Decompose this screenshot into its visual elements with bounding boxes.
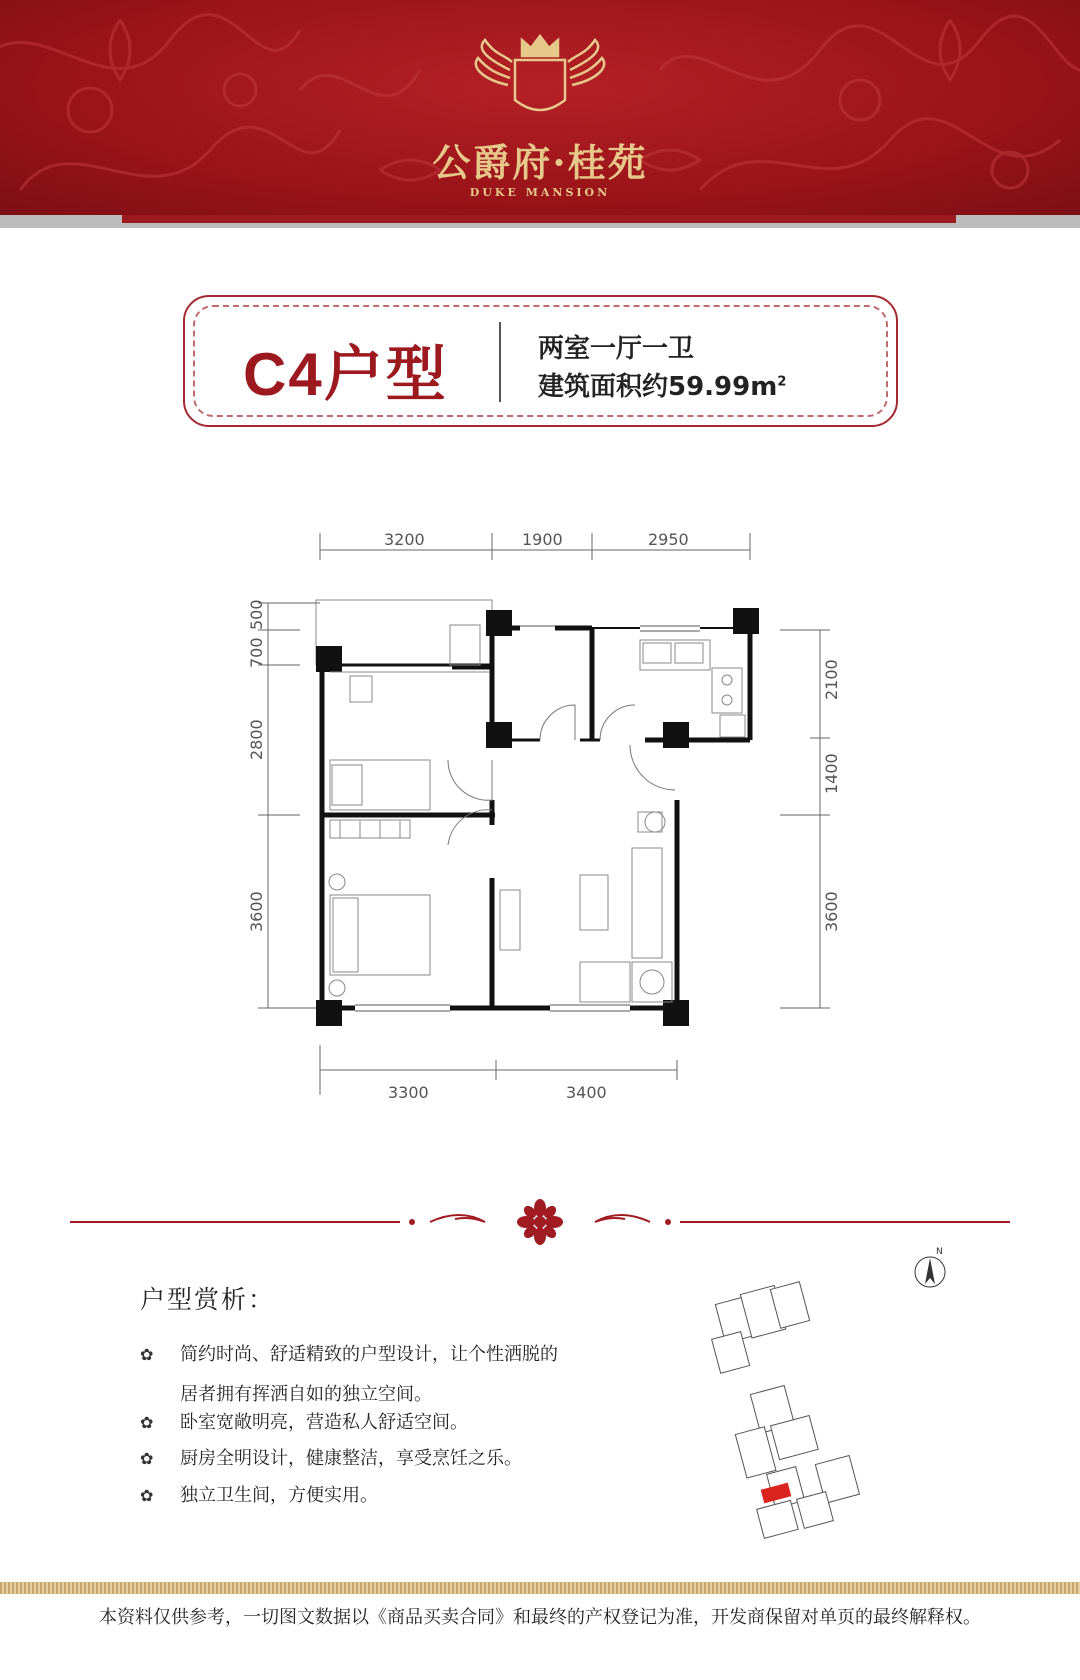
layout-type: 两室一厅一卫 bbox=[538, 334, 695, 364]
dim-left-2: 500 bbox=[247, 599, 266, 630]
north-arrow-icon bbox=[915, 1247, 945, 1287]
footer-band bbox=[0, 1582, 1080, 1594]
dim-right-1: 2100 bbox=[822, 659, 841, 700]
dim-right-2: 1400 bbox=[822, 753, 841, 794]
flower-bullet-icon: ✿ bbox=[140, 1413, 154, 1432]
brand-name-cn: 公爵府·桂苑 bbox=[432, 140, 648, 185]
flower-bullet-icon: ✿ bbox=[140, 1345, 154, 1364]
dim-bottom-1: 3300 bbox=[388, 1083, 429, 1102]
building-blocks bbox=[712, 1282, 860, 1539]
area-text: 建筑面积约59.99m bbox=[538, 372, 778, 402]
windows bbox=[355, 626, 700, 1011]
dim-top-1: 3200 bbox=[384, 530, 425, 549]
feature-text: 卧室宽敞明亮，营造私人舒适空间。 bbox=[180, 1412, 468, 1433]
dim-right-3: 3600 bbox=[822, 891, 841, 932]
feature-item bbox=[140, 1403, 468, 1443]
dim-top-3: 2950 bbox=[648, 530, 689, 549]
feature-text: 独立卫生间，方便实用。 bbox=[180, 1485, 378, 1506]
dim-bottom-2: 3400 bbox=[566, 1083, 607, 1102]
disclaimer: 本资料仅供参考，一切图文数据以《商品买卖合同》和最终的产权登记为准，开发商保留对单页的最终解释权。 bbox=[99, 1607, 981, 1628]
feature-text-cont: 居者拥有挥洒自如的独立空间。 bbox=[180, 1384, 432, 1405]
brand-name-en: DUKE MANSION bbox=[469, 186, 611, 199]
feature-text: 简约时尚、舒适精致的户型设计，让个性洒脱的 bbox=[180, 1344, 558, 1365]
feature-text: 厨房全明设计，健康整洁，享受烹饪之乐。 bbox=[180, 1448, 522, 1469]
doors bbox=[448, 705, 675, 845]
site-map bbox=[700, 1240, 960, 1540]
dim-left-1: 700 bbox=[247, 637, 266, 668]
dim-left-3: 2800 bbox=[247, 719, 266, 760]
dim-left-4: 3600 bbox=[247, 891, 266, 932]
unit-name: C4户型 bbox=[243, 341, 448, 408]
walls bbox=[322, 620, 750, 1012]
feature-item bbox=[140, 1439, 522, 1479]
flower-bullet-icon: ✿ bbox=[140, 1486, 154, 1505]
area-superscript: 2 bbox=[777, 374, 787, 390]
balcony-outline bbox=[316, 600, 492, 665]
analysis-heading: 户型赏析： bbox=[140, 1285, 276, 1314]
north-label: N bbox=[936, 1247, 943, 1257]
dim-top-2: 1900 bbox=[522, 530, 563, 549]
feature-item bbox=[140, 1476, 378, 1516]
flower-ornament-icon bbox=[517, 1199, 563, 1245]
flower-bullet-icon: ✿ bbox=[140, 1449, 154, 1468]
